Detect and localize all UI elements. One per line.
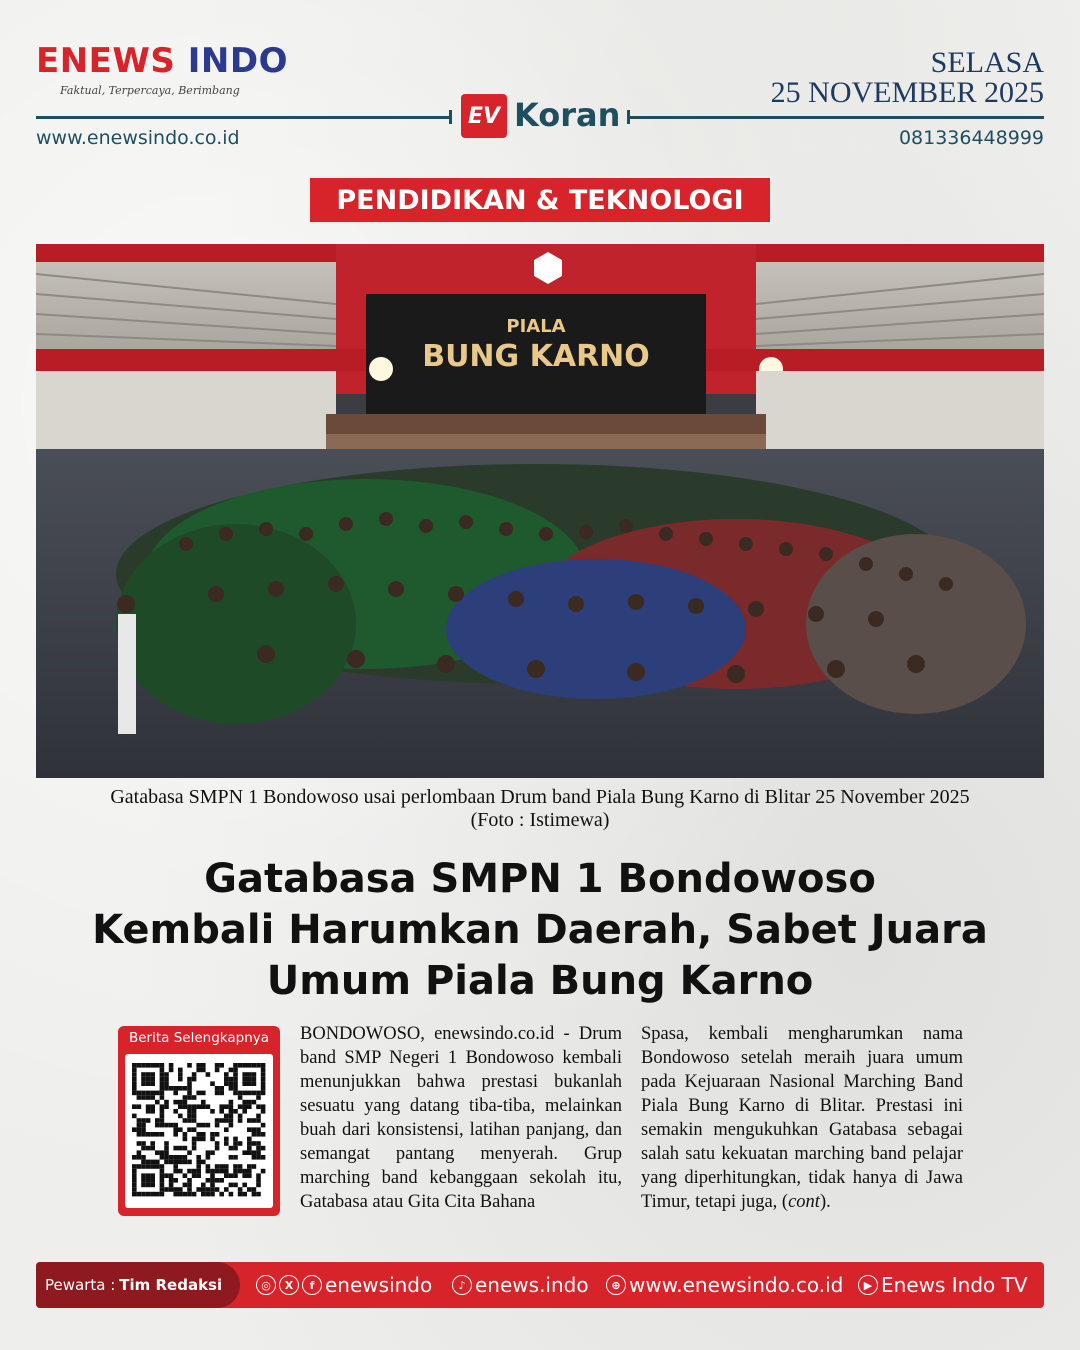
reporter-label: Pewarta : xyxy=(45,1276,116,1294)
headline-line-2: Kembali Harumkan Daerah, Sabet Juara xyxy=(92,907,988,953)
banner-text-small: PIALA xyxy=(506,316,566,337)
header-website-link[interactable]: www.enewsindo.co.id xyxy=(36,127,240,149)
headline-line-1: Gatabasa SMPN 1 Bondowoso xyxy=(204,856,876,902)
header-rule-cap-right xyxy=(627,110,630,124)
caption-credit: (Foto : Istimewa) xyxy=(470,809,610,831)
news-photo xyxy=(36,244,1044,778)
header-rule-left xyxy=(36,116,450,119)
footer-tiktok[interactable] xyxy=(452,1262,589,1308)
brand-logo xyxy=(36,41,288,81)
header-rule-right xyxy=(628,116,1044,119)
banner-text-large: BUNG KARNO xyxy=(422,339,650,374)
ev-logo-icon: EV xyxy=(461,94,507,138)
header-phone: 081336448999 xyxy=(898,127,1044,149)
brand-right: INDO xyxy=(187,41,288,81)
category-badge: PENDIDIKAN & TEKNOLOGI xyxy=(308,176,772,224)
facebook-icon: f xyxy=(302,1275,322,1295)
reporter-name: Tim Redaksi xyxy=(119,1276,223,1294)
x-icon: X xyxy=(279,1275,299,1295)
qr-code-icon[interactable] xyxy=(125,1054,273,1208)
brand-left: ENEWS xyxy=(36,41,176,81)
article-cont-marker: cont xyxy=(788,1192,820,1212)
footer-youtube[interactable] xyxy=(858,1262,1028,1308)
edition-label: Koran xyxy=(514,96,621,134)
article-column-1: BONDOWOSO, enewsindo.co.id - Drum band SMP Negeri 1 Bondowoso kembali menunjukkan bahwa prestasi bukanlah sesuatu yang datang tiba-tiba, melainkan buah dari konsistensi, latihan panjang, dan semangat pantang menyerah. Grup marching band kebanggaan sekolah itu, Gatabasa atau Gita Cita Bahana xyxy=(300,1024,622,1212)
footer-website[interactable] xyxy=(606,1262,843,1308)
brand-tagline: Faktual, Terpercaya, Berimbang xyxy=(60,84,240,97)
footer-website-text: www.enewsindo.co.id xyxy=(629,1273,844,1297)
social-handle: enewsindo xyxy=(325,1273,433,1297)
header-rule-cap-left xyxy=(449,110,452,124)
footer-reporter xyxy=(36,1262,240,1308)
qr-label: Berita Selengkapnya xyxy=(128,1030,270,1046)
instagram-icon: ◎ xyxy=(256,1275,276,1295)
article-headline xyxy=(40,854,1040,1007)
article-column-2: Spasa, kembali mengharumkan nama Bondowoso setelah meraih juara umum pada Kejuaraan Nasional Marching Band Piala Bung Karno di Blitar. Prestasi ini semakin mengukuhkan Gatabasa sebagai salah satu kekuatan marching band pelajar yang diperhitungkan, tidak hanya di Jawa Timur, tetapi juga, (cont). xyxy=(641,1024,963,1212)
issue-date: 25 NOVEMBER 2025 xyxy=(770,76,1044,109)
caption-text: Gatabasa SMPN 1 Bondowoso usai perlombaan Drum band Piala Bung Karno di Blitar 25 November 2025 xyxy=(110,786,970,808)
youtube-channel: Enews Indo TV xyxy=(881,1273,1028,1297)
article-column-2-text: Spasa, kembali mengharumkan nama Bondowoso setelah meraih juara umum pada Kejuaraan Nasional Marching Band Piala Bung Karno di Blitar. Prestasi ini semakin mengukuhkan Gatabasa sebagai salah satu kekuatan marching band pelajar yang diperhitungkan, tidak hanya di Jawa Timur, tetapi juga, xyxy=(641,1024,963,1212)
headline-line-3: Umum Piala Bung Karno xyxy=(266,958,814,1004)
photo-caption xyxy=(36,786,1044,832)
tiktok-icon: ♪ xyxy=(452,1275,472,1295)
footer-social[interactable] xyxy=(256,1262,432,1308)
issue-day: SELASA xyxy=(930,46,1044,79)
globe-icon: ⊕ xyxy=(606,1275,626,1295)
youtube-icon: ▶ xyxy=(858,1275,878,1295)
tiktok-handle: enews.indo xyxy=(475,1273,589,1297)
